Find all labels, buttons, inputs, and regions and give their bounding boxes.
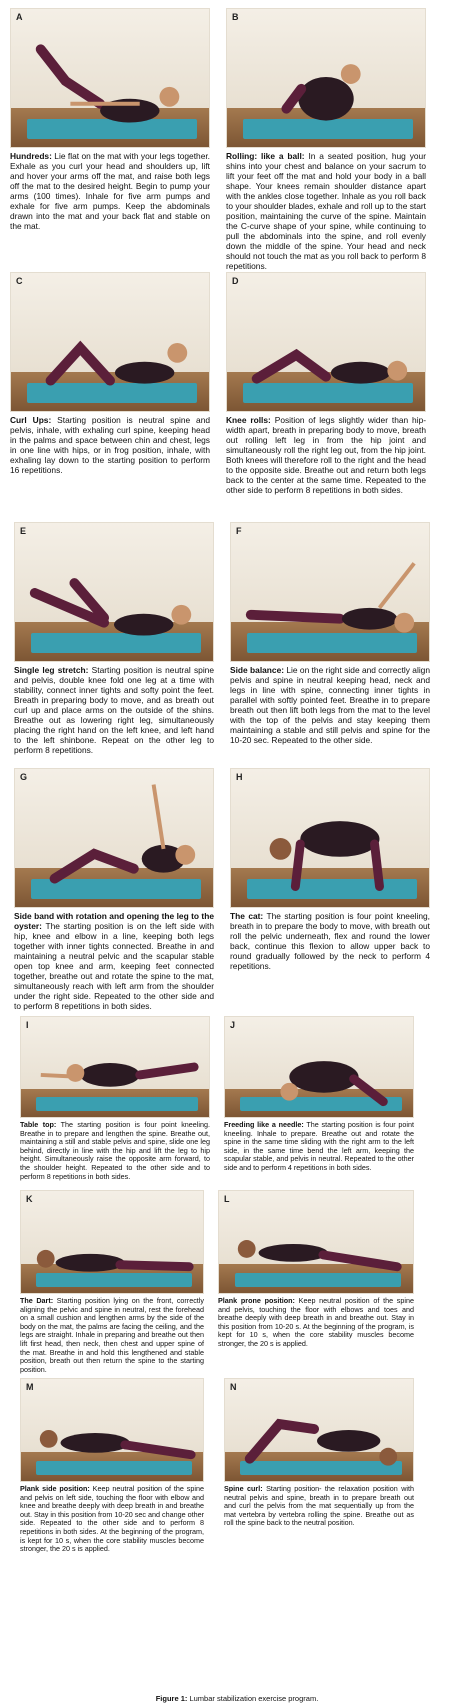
person-figure xyxy=(225,1017,413,1117)
person-figure xyxy=(219,1191,413,1293)
panel-letter: I xyxy=(26,1020,29,1030)
person-figure xyxy=(11,9,209,147)
exercise-description: The Dart: Starting position lying on the front, correctly aligning the pelvic and spine in neutral, rest the forehead on a small cushion and lengthen arms by the side of the body on the mat, the palms are facing the ceiling, and the legs are straight. Inhale in preparing and breathe out then lift first head, then neck, then chest and upper spine of the mat. Breathe in and hold this lengthened and stable position, breath out then return the spine to the starting position. xyxy=(20,1296,204,1374)
exercise-l xyxy=(218,1190,414,1349)
photo-table-top xyxy=(20,1016,210,1118)
photo-side-band-rotation xyxy=(14,768,214,908)
photo-the-cat xyxy=(230,768,430,908)
photo-the-dart xyxy=(20,1190,204,1294)
person-figure xyxy=(21,1379,203,1481)
person-figure xyxy=(227,273,425,411)
exercise-a xyxy=(10,8,210,231)
exercise-g xyxy=(14,768,214,1011)
panel-letter: L xyxy=(224,1194,230,1204)
exercise-description: Spine curl: Starting position- the relaxation position with neutral pelvis and spine, breath in to prepare breath out and curl the pelvis from the mat sequentially up from the mat vertebra by vertebra rolling the spine. Breathe out as roll the spine back to the neutral position. xyxy=(224,1484,414,1528)
exercise-description: Freeding like a needle: The starting position is four point kneeling. Inhale to prepare. Breathe out and rotate the spine in the same time sliding with the right arm to the left side, in the same time bend the left arm, keeping the scapular stable, and pelvis in neutral. Repeated to the other side and to perform 4 repetitions in both sides. xyxy=(224,1120,414,1172)
exercise-description: Table top: The starting position is four point kneeling. Breathe in to prepare and lengthen the spine. Breathe out, maintaining a still and stable pelvis and spine, slide one leg behind, directly in line with the hip and lift the leg to hip height. Simultaneously raise the opposite arm forward, to the shoulder height. Repeated to the other side and to perform 8 repetitions in both sides. xyxy=(20,1120,210,1181)
person-figure xyxy=(15,523,213,661)
panel-letter: F xyxy=(236,526,242,536)
photo-single-leg-stretch xyxy=(14,522,214,662)
exercise-f xyxy=(230,522,430,745)
exercise-description: The cat: The starting position is four point kneeling, breath in to prepare the body to move, with breath out roll the pelvic underneath, flex and round the lower back, continue this flexion to allow upper back to round gradually followed by the neck to perform 4 repetitions. xyxy=(230,911,430,971)
exercise-description: Curl Ups: Starting position is neutral spine and pelvis, inhale, with exhaling curl spine, keeping head in the palms and space between chin and chest, legs in one line with hips, or in frog position, inhale, with exhaling lay down to the starting position to perform 16 repetitions. xyxy=(10,415,211,475)
exercise-e xyxy=(14,522,214,755)
panel-letter: D xyxy=(232,276,239,286)
person-figure xyxy=(225,1379,413,1481)
photo-freeding-like-a-needle xyxy=(224,1016,414,1118)
panel-letter: A xyxy=(16,12,23,22)
panel-letter: H xyxy=(236,772,243,782)
panel-letter: E xyxy=(20,526,27,536)
exercise-j xyxy=(224,1016,414,1173)
panel-letter: K xyxy=(26,1194,33,1204)
photo-knee-rolls xyxy=(226,272,426,412)
exercise-m xyxy=(20,1378,204,1554)
exercise-b xyxy=(226,8,426,271)
exercise-i xyxy=(20,1016,210,1181)
exercise-d xyxy=(226,272,426,495)
photo-hundreds xyxy=(10,8,210,148)
person-figure xyxy=(21,1191,203,1293)
photo-rolling-like-a-ball xyxy=(226,8,426,148)
exercise-description: Side band with rotation and opening the leg to the oyster: The starting position is on the left side with hip, knee and elbow in a line, keeping both legs together with inner tights connected. Breathe in and maintaining a neutral pelvic and the scapular stable open top knee and arm, keeping feet connected together, breathe out and rotate the spine to the mat, simultaneously reach with left arm from the shoulder under the right side. Repeated to the other side and to perform 8 repetitions in both sides. xyxy=(14,911,214,1011)
exercise-k xyxy=(20,1190,204,1374)
panel-letter: B xyxy=(232,12,239,22)
exercise-description: Plank prone position: Keep neutral position of the spine and pelvis, touching the floor with elbows and toes and breathe deeply with deep breath in and breathe out. Stay in this position from 10-20 s. At the beginning of the program, is kept for 10 s, when the core stability muscles become stronger, the 20 s is applied. xyxy=(218,1296,414,1348)
exercise-description: Single leg stretch: Starting position is neutral spine and pelvis, double knee fold one leg at a time with stability, connect inner tights and softy point the feet. Breath in preparing body to move, and as breath out curl up and place arms on the outside of the shins. Breathe out as lowering right leg, simultaneously placing the right hand on the left knee, and left hand to the left shinbone. Repeat on the other leg to perform 8 repetitions. xyxy=(14,665,214,755)
person-figure xyxy=(11,273,209,411)
photo-plank-side xyxy=(20,1378,204,1482)
exercise-c xyxy=(10,272,210,475)
exercise-description: Rolling: like a ball: In a seated position, hug your shins into your chest and balance on your sacrum to lift your feet off the mat and hold your body in a ball shape. Your knees remain shoulder distance apart with the ankles close together. Inhale as you roll back to your shoulder blades, exhale and roll up to the start position, maintaining the curve of the spine. Maintain the C-curve shape of your spine, while continuing to pull the abdominals into the spine, and roll evenly down the middle of the spine. Your head and neck should not touch the mat as you roll back to perform 8 repetitions. xyxy=(226,151,426,271)
photo-spine-curl xyxy=(224,1378,414,1482)
photo-curl-ups xyxy=(10,272,210,412)
panel-letter: G xyxy=(20,772,28,782)
person-figure xyxy=(231,769,429,907)
person-figure xyxy=(21,1017,209,1117)
panel-letter: C xyxy=(16,276,23,286)
panel-letter: J xyxy=(230,1020,236,1030)
exercise-h xyxy=(230,768,430,971)
person-figure xyxy=(231,523,429,661)
person-figure xyxy=(15,769,213,907)
photo-plank-prone xyxy=(218,1190,414,1294)
panel-letter: N xyxy=(230,1382,237,1392)
exercise-description: Hundreds: Lie flat on the mat with your legs together. Exhale as you curl your head and shoulders up, lift and hover your arms off the mat, and raise both legs off the mat to the desired height. Begin to pump your arms (100 times). Inhale for five arm pumps and exhale for five arm pumps. Keep the abdominals drawn into the mat and your back flat and stable on the mat. xyxy=(10,151,211,231)
exercise-description: Side balance: Lie on the right side and correctly align pelvis and spine in neutral keeping head, neck and legs in line with spine, connecting inner tights in parallel with softly pointed feet. Breathe in to prepare breath out then lift both legs from the mat to the level with the top of the pelvis and stay keeping them maintaining a stable and still pelvis and spine for the 10-20 sec. Repeated to the other side. xyxy=(230,665,430,745)
exercise-description: Knee rolls: Position of legs slightly wider than hip-width apart, breath in preparing body to move, breath out rolling left leg in from the hip joint and simultaneously roll the right leg out, from the hip joint. Both knees will therefore roll to the right and the head to the opposite side. Breathe out and return both legs back to the center at the same time. Repeated to the other side to perform 8 repetitions in both sides. xyxy=(226,415,427,495)
panel-letter: M xyxy=(26,1382,34,1392)
exercise-description: Plank side position: Keep neutral position of the spine and pelvis on left side, touching the floor with elbow and knee and breathe deeply with deep breath in and breathe out. Stay in this position from 10-20 sec and change other side. Repeated to the other side and to perform 8 repetitions in both sides. At the beginning of the program, is kept for 10 s, when the core stability muscles become stronger, the 20 s is applied. xyxy=(20,1484,204,1554)
figure-caption: Figure 1: Lumbar stabilization exercise program. xyxy=(155,1694,319,1703)
photo-side-balance xyxy=(230,522,430,662)
exercise-n xyxy=(224,1378,414,1528)
person-figure xyxy=(227,9,425,147)
